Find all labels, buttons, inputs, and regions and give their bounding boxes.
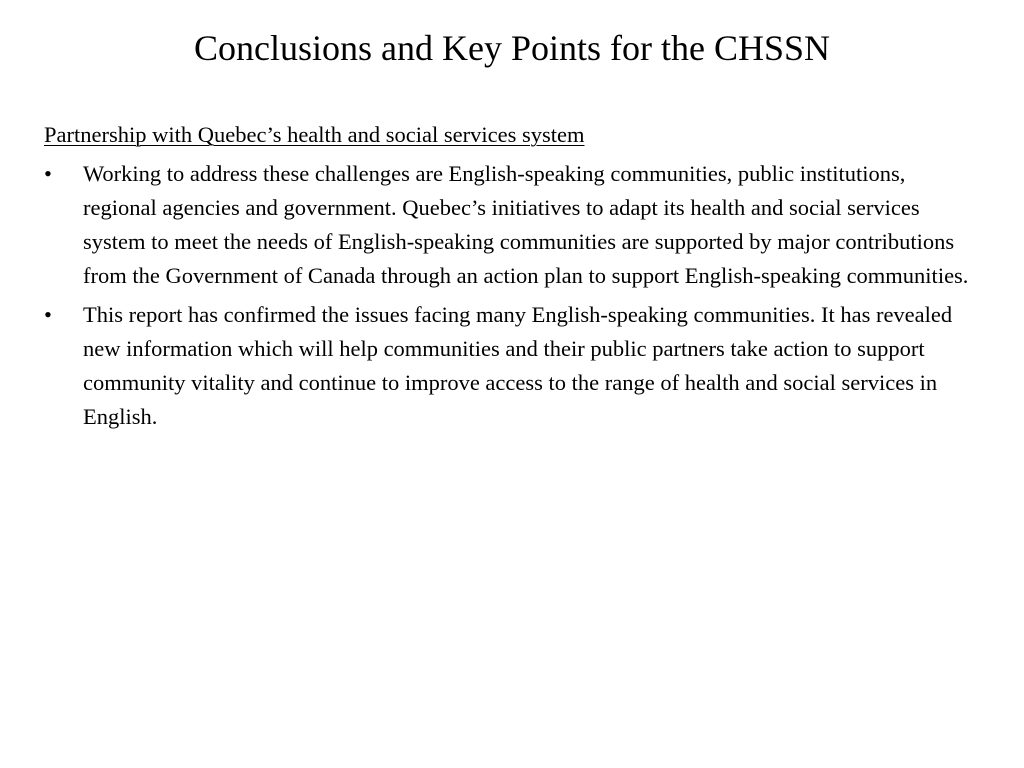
section-subheading: Partnership with Quebec’s health and social services system <box>44 122 585 147</box>
bullet-marker-icon: • <box>44 161 52 186</box>
slide-title: Conclusions and Key Points for the CHSSN <box>193 28 830 68</box>
slide-content <box>44 120 974 439</box>
bullet-item <box>44 298 974 434</box>
bullet-text: This report has confirmed the issues facing many English-speaking communities. It has revealed new information which will help communities and their public partners take action to support community vitality and continue to improve access to the range of health and social services in English. <box>83 302 953 429</box>
bullet-marker-icon: • <box>44 302 52 327</box>
bullet-text: Working to address these challenges are English-speaking communities, public institutions, regional agencies and government. Quebec’s initiatives to adapt its health and social services system to meet the needs of English-speaking communities are supported by major contributions from the Government of Canada through an action plan to support English-speaking communities. <box>83 161 969 288</box>
bullet-list <box>44 157 974 434</box>
bullet-item <box>44 157 974 293</box>
